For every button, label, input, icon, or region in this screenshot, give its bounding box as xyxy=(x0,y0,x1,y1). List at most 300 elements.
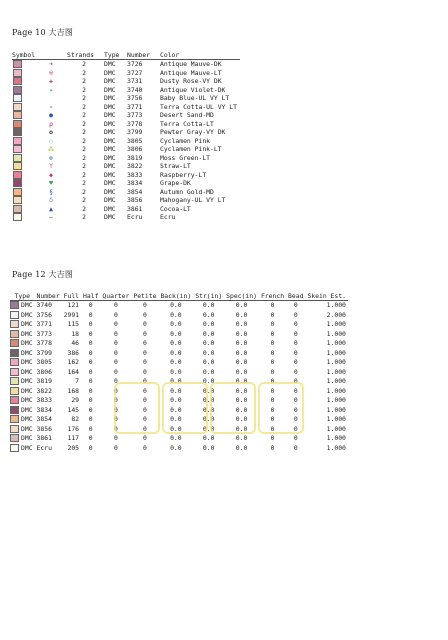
strands-cell: 2 xyxy=(82,85,86,94)
number-cell: 3778 xyxy=(127,119,143,128)
bead-cell: 0 xyxy=(293,415,298,423)
number-cell: 3799 xyxy=(36,348,52,357)
type-cell: DMC xyxy=(104,179,116,187)
type-label: DMC xyxy=(21,358,33,366)
color-swatch xyxy=(10,330,19,338)
petite-cell: 0 xyxy=(142,358,147,366)
table-row xyxy=(10,320,348,330)
back-cell: 0.0 xyxy=(170,386,182,395)
header-spec: Spec(in) xyxy=(226,291,257,300)
number-cell: 3822 xyxy=(36,386,52,395)
spec-cell: 0.0 xyxy=(235,339,248,347)
half-cell: 0 xyxy=(88,329,93,338)
skein-cell: 1.000 xyxy=(326,386,346,395)
type-cell xyxy=(10,330,35,340)
table-row xyxy=(10,396,348,406)
symbol-icon xyxy=(38,94,67,103)
spec-cell: 0.0 xyxy=(235,415,248,423)
str-cell: 0.0 xyxy=(202,443,215,452)
back-cell: 0.0 xyxy=(170,310,182,319)
type-cell: DMC xyxy=(104,196,116,204)
half-cell: 0 xyxy=(88,358,93,366)
table-row xyxy=(12,179,240,188)
type-cell xyxy=(10,358,35,368)
bead-cell: 0 xyxy=(293,377,298,385)
strands-cell: 2 xyxy=(82,77,86,85)
half-cell: 0 xyxy=(88,367,93,376)
color-name-cell: Terra Cotta-LT xyxy=(160,119,214,128)
number-cell: 3834 xyxy=(127,179,143,187)
french-cell: 0 xyxy=(270,329,275,338)
symbol-icon: ⊛ xyxy=(49,153,53,162)
color-swatch xyxy=(13,128,22,136)
table-row xyxy=(10,434,348,444)
type-label: DMC xyxy=(21,320,33,328)
bead-cell: 0 xyxy=(293,329,298,338)
type-label: DMC xyxy=(21,377,33,385)
skein-cell: 1.000 xyxy=(326,377,346,385)
full-cell: 162 xyxy=(67,358,80,366)
half-cell: 0 xyxy=(88,339,93,347)
table-row xyxy=(12,111,240,120)
number-cell: 3726 xyxy=(127,60,143,68)
strands-cell: 2 xyxy=(82,136,86,145)
skein-cell: 1.000 xyxy=(326,405,346,414)
number-cell: 3771 xyxy=(36,320,52,328)
type-label: DMC xyxy=(21,443,33,452)
color-key-table xyxy=(12,50,240,222)
quarter-cell: 0 xyxy=(113,310,118,319)
quarter-cell: 0 xyxy=(113,377,118,385)
color-name-cell: Ecru xyxy=(160,213,176,221)
str-cell: 0.0 xyxy=(202,329,215,338)
swatch-cell xyxy=(12,103,38,112)
number-cell: 3819 xyxy=(36,377,52,385)
bead-cell: 0 xyxy=(293,339,298,347)
french-cell: 0 xyxy=(270,424,275,433)
number-cell: 3854 xyxy=(127,187,143,196)
table-row xyxy=(12,137,240,146)
color-swatch xyxy=(10,311,19,319)
french-cell: 0 xyxy=(270,310,275,319)
half-cell: 0 xyxy=(88,434,93,442)
swatch-cell xyxy=(12,111,38,120)
type-cell: DMC xyxy=(104,94,116,102)
header-full: Full xyxy=(63,291,80,300)
type-cell xyxy=(10,339,35,349)
french-cell: 0 xyxy=(270,386,275,395)
petite-cell: 0 xyxy=(142,386,147,395)
strands-cell: 2 xyxy=(82,170,86,179)
swatch-cell xyxy=(12,60,38,69)
color-swatch xyxy=(10,406,19,414)
spec-cell: 0.0 xyxy=(235,386,248,395)
color-swatch xyxy=(13,77,22,85)
petite-cell: 0 xyxy=(142,405,147,414)
str-cell: 0.0 xyxy=(202,434,215,442)
skein-cell: 1.000 xyxy=(326,424,346,433)
table-row xyxy=(12,77,240,86)
type-cell xyxy=(10,396,35,406)
bead-cell: 0 xyxy=(293,367,298,376)
strands-cell: 2 xyxy=(82,213,86,221)
type-cell xyxy=(10,387,35,397)
quarter-cell: 0 xyxy=(113,358,118,366)
number-cell: Ecru xyxy=(36,443,52,452)
half-cell: 0 xyxy=(88,320,93,328)
strands-cell: 2 xyxy=(82,179,86,187)
number-cell: 3805 xyxy=(36,358,52,366)
quarter-cell: 0 xyxy=(113,386,118,395)
type-label: DMC xyxy=(21,424,33,433)
spec-cell: 0.0 xyxy=(235,320,248,328)
number-cell: 3773 xyxy=(36,329,52,338)
header-half: Half xyxy=(83,291,99,300)
color-name-cell: Autumn Gold-MD xyxy=(160,187,214,196)
half-cell: 0 xyxy=(88,396,93,404)
skein-cell: 1.000 xyxy=(326,339,346,347)
quarter-cell: 0 xyxy=(113,339,118,347)
back-cell: 0.0 xyxy=(170,415,182,423)
petite-cell: 0 xyxy=(142,320,147,328)
color-swatch xyxy=(10,377,19,385)
strands-cell: 2 xyxy=(82,119,86,128)
quarter-cell: 0 xyxy=(113,320,118,328)
table-row xyxy=(12,188,240,197)
symbol-icon: ρ xyxy=(49,119,53,128)
type-label: DMC xyxy=(21,310,33,319)
type-cell: DMC xyxy=(104,153,116,162)
skein-cell: 1.000 xyxy=(326,320,346,328)
strands-cell: 2 xyxy=(82,187,86,196)
color-swatch xyxy=(10,358,19,366)
type-cell xyxy=(10,425,35,435)
type-label: DMC xyxy=(21,367,33,376)
color-name-cell: Pewter Gray-VY DK xyxy=(160,128,226,136)
back-cell: 0.0 xyxy=(170,405,182,414)
skein-cell: 2.000 xyxy=(326,310,346,319)
table-row xyxy=(12,145,240,154)
type-label: DMC xyxy=(21,405,33,414)
petite-cell: 0 xyxy=(142,415,147,423)
swatch-cell xyxy=(12,171,38,180)
swatch-cell xyxy=(12,128,38,137)
symbol-icon: ♥ xyxy=(49,179,53,187)
str-cell: 0.0 xyxy=(202,415,215,423)
header-type: Type xyxy=(10,291,35,301)
color-name-cell: Cyclamen Pink-LT xyxy=(160,145,222,153)
color-name-cell: Antique Mauve-DK xyxy=(160,60,222,68)
str-cell: 0.0 xyxy=(202,339,215,347)
bead-cell: 0 xyxy=(293,396,298,404)
color-name-cell: Moss Green-LT xyxy=(160,153,211,162)
petite-cell: 0 xyxy=(142,424,147,433)
number-cell: 3806 xyxy=(36,367,52,376)
spec-cell: 0.0 xyxy=(235,367,248,376)
header-number: Number xyxy=(127,50,160,60)
french-cell: 0 xyxy=(270,320,275,328)
swatch-cell xyxy=(12,188,38,197)
full-cell: 2991 xyxy=(63,310,80,319)
type-cell xyxy=(10,434,35,444)
symbol-icon: ➔ xyxy=(49,60,53,68)
strands-cell: 2 xyxy=(82,204,86,213)
type-cell xyxy=(10,377,35,387)
color-name-cell: Antique Violet-DK xyxy=(160,85,226,94)
number-cell: 3740 xyxy=(36,301,52,309)
swatch-cell xyxy=(12,120,38,129)
bead-cell: 0 xyxy=(293,348,298,357)
symbol-icon: ⁂ xyxy=(47,145,55,153)
type-cell: DMC xyxy=(104,60,116,68)
swatch-cell xyxy=(12,154,38,163)
type-cell: DMC xyxy=(104,119,116,128)
color-name-cell: Grape-DK xyxy=(160,179,191,187)
quarter-cell: 0 xyxy=(113,424,118,433)
number-cell: 3727 xyxy=(127,68,143,77)
header-strands: Strands xyxy=(67,50,104,60)
skein-cell: 1.000 xyxy=(326,434,346,442)
symbol-icon: ϒ xyxy=(49,162,53,170)
color-swatch xyxy=(13,179,22,187)
number-cell: 3756 xyxy=(36,310,52,319)
color-name-cell: Mahogany-UL VY LT xyxy=(160,196,226,204)
bead-cell: 0 xyxy=(293,320,298,328)
number-cell: 3861 xyxy=(36,434,52,442)
type-cell: DMC xyxy=(104,204,116,213)
symbol-icon: ● xyxy=(49,111,53,119)
type-cell xyxy=(10,311,35,321)
quarter-cell: 0 xyxy=(113,367,118,376)
color-swatch xyxy=(10,320,19,328)
type-cell xyxy=(10,406,35,416)
swatch-cell xyxy=(12,213,38,222)
symbol-icon: ◆ xyxy=(49,170,53,179)
symbol-icon: § xyxy=(49,187,53,196)
petite-cell: 0 xyxy=(142,443,147,452)
color-swatch xyxy=(13,205,22,213)
table-row xyxy=(10,415,348,425)
type-label: DMC xyxy=(21,386,33,395)
table-row xyxy=(10,311,348,321)
table-row xyxy=(12,128,240,137)
french-cell: 0 xyxy=(270,443,275,452)
header-skein: Skein Est. xyxy=(307,291,346,300)
french-cell: 0 xyxy=(270,301,275,309)
spec-cell: 0.0 xyxy=(235,405,248,414)
symbol-icon: ✚ xyxy=(49,77,53,85)
color-swatch xyxy=(10,339,19,347)
back-cell: 0.0 xyxy=(170,424,182,433)
swatch-cell xyxy=(12,77,38,86)
color-swatch xyxy=(13,154,22,162)
skein-cell: 1.000 xyxy=(326,443,346,452)
quarter-cell: 0 xyxy=(113,329,118,338)
table-row xyxy=(10,301,348,311)
full-cell: 117 xyxy=(67,434,80,442)
table-row xyxy=(10,330,348,340)
bead-cell: 0 xyxy=(293,310,298,319)
thread-usage-body xyxy=(10,301,348,454)
number-cell: 3822 xyxy=(127,162,143,170)
spec-cell: 0.0 xyxy=(235,301,248,309)
str-cell: 0.0 xyxy=(202,301,215,309)
full-cell: 46 xyxy=(71,339,80,347)
number-cell: 3806 xyxy=(127,145,143,153)
back-cell: 0.0 xyxy=(170,320,182,328)
half-cell: 0 xyxy=(88,348,93,357)
str-cell: 0.0 xyxy=(202,424,215,433)
french-cell: 0 xyxy=(270,434,275,442)
back-cell: 0.0 xyxy=(170,329,182,338)
skein-cell: 1.000 xyxy=(326,348,346,357)
number-cell: 3740 xyxy=(127,85,143,94)
type-cell xyxy=(10,368,35,378)
str-cell: 0.0 xyxy=(202,377,215,385)
str-cell: 0.0 xyxy=(202,386,215,395)
quarter-cell: 0 xyxy=(113,415,118,423)
swatch-cell xyxy=(12,145,38,154)
full-cell: 164 xyxy=(67,367,80,376)
color-swatch xyxy=(13,69,22,77)
color-key-header xyxy=(12,50,240,60)
type-cell: DMC xyxy=(104,85,116,94)
spec-cell: 0.0 xyxy=(235,310,248,319)
table-row xyxy=(10,339,348,349)
spec-cell: 0.0 xyxy=(235,358,248,366)
type-cell: DMC xyxy=(104,162,116,170)
symbol-icon: ◌ xyxy=(49,136,53,145)
header-back: Back(in) xyxy=(160,291,192,300)
number-cell: 3799 xyxy=(127,128,143,136)
swatch-cell xyxy=(12,196,38,205)
number-cell: 3856 xyxy=(36,424,52,433)
str-cell: 0.0 xyxy=(202,367,215,376)
petite-cell: 0 xyxy=(142,329,147,338)
quarter-cell: 0 xyxy=(113,405,118,414)
str-cell: 0.0 xyxy=(202,405,215,414)
number-cell: 3731 xyxy=(127,77,143,85)
french-cell: 0 xyxy=(270,348,275,357)
table-row xyxy=(12,213,240,222)
number-cell: 3833 xyxy=(36,396,52,404)
thread-usage-table xyxy=(10,291,348,453)
back-cell: 0.0 xyxy=(170,339,182,347)
swatch-cell xyxy=(12,205,38,214)
full-cell: 7 xyxy=(75,377,80,385)
table-row xyxy=(12,86,240,95)
table-row xyxy=(12,162,240,171)
table-row xyxy=(10,444,348,454)
color-swatch xyxy=(13,137,22,145)
quarter-cell: 0 xyxy=(113,396,118,404)
strands-cell: 2 xyxy=(82,145,86,153)
str-cell: 0.0 xyxy=(202,396,215,404)
half-cell: 0 xyxy=(88,386,93,395)
color-name-cell: Straw-LT xyxy=(160,162,191,170)
str-cell: 0.0 xyxy=(202,358,215,366)
color-swatch xyxy=(13,196,22,204)
strands-cell: 2 xyxy=(82,111,86,119)
number-cell: 3856 xyxy=(127,196,143,204)
color-name-cell: Baby Blue-UL VY LT xyxy=(160,94,230,102)
french-cell: 0 xyxy=(270,405,275,414)
petite-cell: 0 xyxy=(142,310,147,319)
half-cell: 0 xyxy=(88,310,93,319)
color-name-cell: Cocoa-LT xyxy=(160,204,191,213)
color-name-cell: Desert Sand-MD xyxy=(160,111,214,119)
strands-cell: 2 xyxy=(82,128,86,136)
half-cell: 0 xyxy=(88,301,93,309)
spec-cell: 0.0 xyxy=(235,434,248,442)
color-swatch xyxy=(10,434,19,442)
header-str: Str(in) xyxy=(195,291,223,300)
skein-cell: 1.000 xyxy=(326,367,346,376)
color-swatch xyxy=(13,111,22,119)
swatch-cell xyxy=(12,162,38,171)
table-row xyxy=(12,154,240,163)
number-cell: 3773 xyxy=(127,111,143,119)
table-row xyxy=(10,425,348,435)
skein-cell: 1.000 xyxy=(326,301,346,309)
number-cell: 3834 xyxy=(36,405,52,414)
table-row xyxy=(12,196,240,205)
header-petite: Petite xyxy=(133,291,157,300)
petite-cell: 0 xyxy=(142,301,147,309)
header-color: Color xyxy=(160,50,240,60)
symbol-icon: ¤ xyxy=(49,102,53,111)
symbol-icon: ✦ xyxy=(49,85,53,94)
header-type: Type xyxy=(104,50,127,60)
half-cell: 0 xyxy=(88,377,93,385)
french-cell: 0 xyxy=(270,377,275,385)
color-swatch xyxy=(10,425,19,433)
type-cell: DMC xyxy=(104,170,116,179)
petite-cell: 0 xyxy=(142,339,147,347)
type-cell xyxy=(10,415,35,425)
full-cell: 205 xyxy=(67,443,80,452)
type-cell: DMC xyxy=(104,187,116,196)
page-title-10: Page 10 大吉图 xyxy=(12,28,74,37)
type-label: DMC xyxy=(21,348,33,357)
type-cell xyxy=(10,301,35,311)
color-name-cell: Raspberry-LT xyxy=(160,170,207,179)
number-cell: Ecru xyxy=(127,213,143,221)
bead-cell: 0 xyxy=(293,424,298,433)
color-swatch xyxy=(13,120,22,128)
color-swatch xyxy=(10,368,19,376)
strands-cell: 2 xyxy=(82,68,86,77)
color-swatch xyxy=(13,60,22,68)
type-cell xyxy=(10,320,35,330)
quarter-cell: 0 xyxy=(113,348,118,357)
table-row xyxy=(12,120,240,129)
str-cell: 0.0 xyxy=(202,310,215,319)
half-cell: 0 xyxy=(88,415,93,423)
strands-cell: 2 xyxy=(82,196,86,204)
color-name-cell: Antique Mauve-LT xyxy=(160,68,222,77)
header-bead: Bead xyxy=(288,291,304,300)
table-row xyxy=(12,103,240,112)
table-row xyxy=(12,69,240,78)
bead-cell: 0 xyxy=(293,405,298,414)
petite-cell: 0 xyxy=(142,377,147,385)
table-row xyxy=(10,368,348,378)
spec-cell: 0.0 xyxy=(235,329,248,338)
table-row xyxy=(12,94,240,103)
type-label: DMC xyxy=(21,301,33,309)
petite-cell: 0 xyxy=(142,396,147,404)
